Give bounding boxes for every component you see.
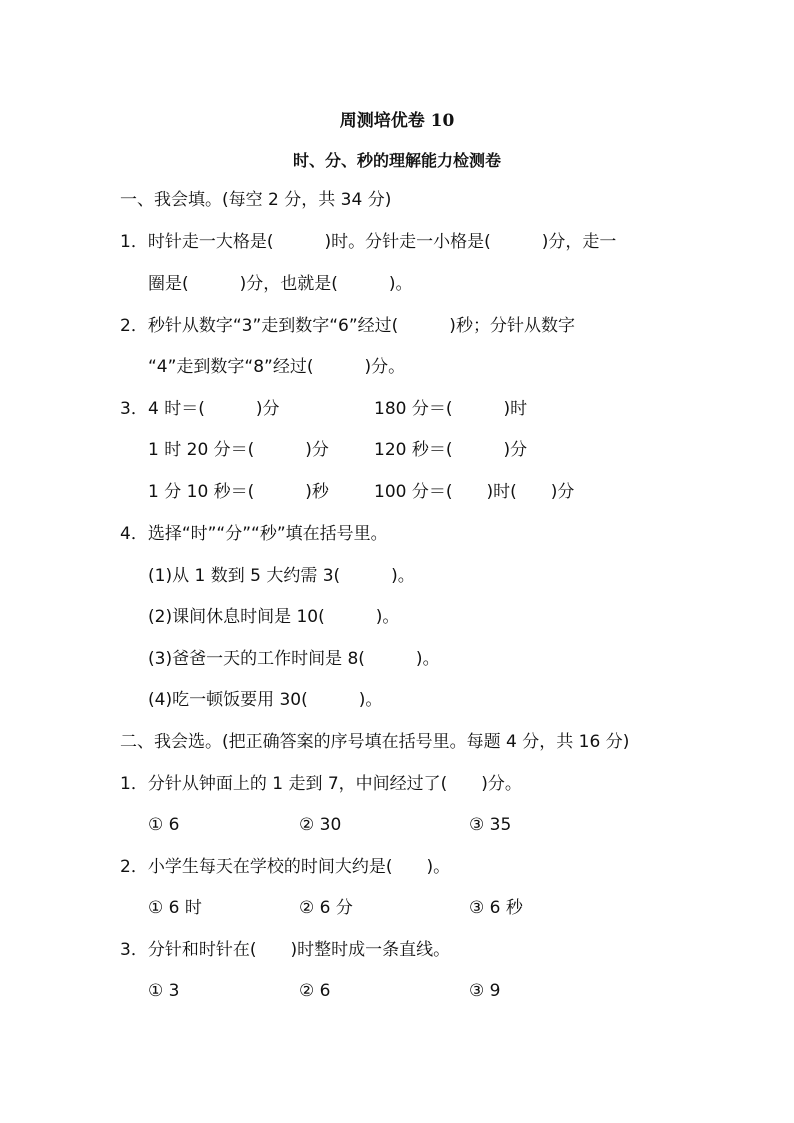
q2-line2: “4”走到数字“8”经过( )分。	[148, 357, 406, 377]
q4-item-3: (3)爸爸一天的工作时间是 8( )。	[148, 649, 440, 669]
page-title: 周测培优卷 10	[339, 111, 455, 131]
q4-prompt: 4．选择“时”“分”“秒”填在括号里。	[120, 524, 388, 544]
q3-row3-right: 100 分＝( )时( )分	[374, 482, 575, 502]
q3-number: 3．	[120, 399, 148, 419]
page-subtitle: 时、分、秒的理解能力检测卷	[292, 151, 501, 170]
mc1-option-3: ③ 35	[469, 815, 512, 835]
q1-line2: 圈是( )分，也就是( )。	[148, 274, 413, 294]
q3-row2-left: 1 时 20 分＝( )分	[148, 440, 329, 460]
mc2-option-3: ③ 6 秒	[469, 898, 523, 918]
mc3-option-2: ② 6	[299, 981, 331, 1001]
mc1-option-1: ① 6	[148, 815, 180, 835]
mc2-option-2: ② 6 分	[299, 898, 353, 918]
section1-heading: 一、我会填。(每空 2 分，共 34 分)	[120, 190, 392, 210]
mc2-option-1: ① 6 时	[148, 898, 202, 918]
q4-item-1: (1)从 1 数到 5 大约需 3( )。	[148, 566, 415, 586]
q3-row2-right: 120 秒＝( )分	[374, 440, 528, 460]
q1-line1: 1．时针走一大格是( )时。分针走一小格是( )分，走一	[120, 232, 617, 252]
q3-row1-right: 180 分＝( )时	[374, 399, 528, 419]
q4-item-4: (4)吃一顿饭要用 30( )。	[148, 690, 383, 710]
section2-heading: 二、我会选。(把正确答案的序号填在括号里。每题 4 分，共 16 分)	[120, 732, 630, 752]
mc1-prompt: 1．分针从钟面上的 1 走到 7，中间经过了( )分。	[120, 774, 522, 794]
mc2-prompt: 2．小学生每天在学校的时间大约是( )。	[120, 857, 451, 877]
q4-item-2: (2)课间休息时间是 10( )。	[148, 607, 400, 627]
q2-line1: 2．秒针从数字“3”走到数字“6”经过( )秒；分针从数字	[120, 316, 575, 336]
mc1-option-2: ② 30	[299, 815, 342, 835]
mc3-option-3: ③ 9	[469, 981, 501, 1001]
q3-row3-left: 1 分 10 秒＝( )秒	[148, 482, 329, 502]
q3-row1-left: 4 时＝( )分	[148, 399, 280, 419]
mc3-prompt: 3．分针和时针在( )时整时成一条直线。	[120, 940, 451, 960]
mc3-option-1: ① 3	[148, 981, 180, 1001]
